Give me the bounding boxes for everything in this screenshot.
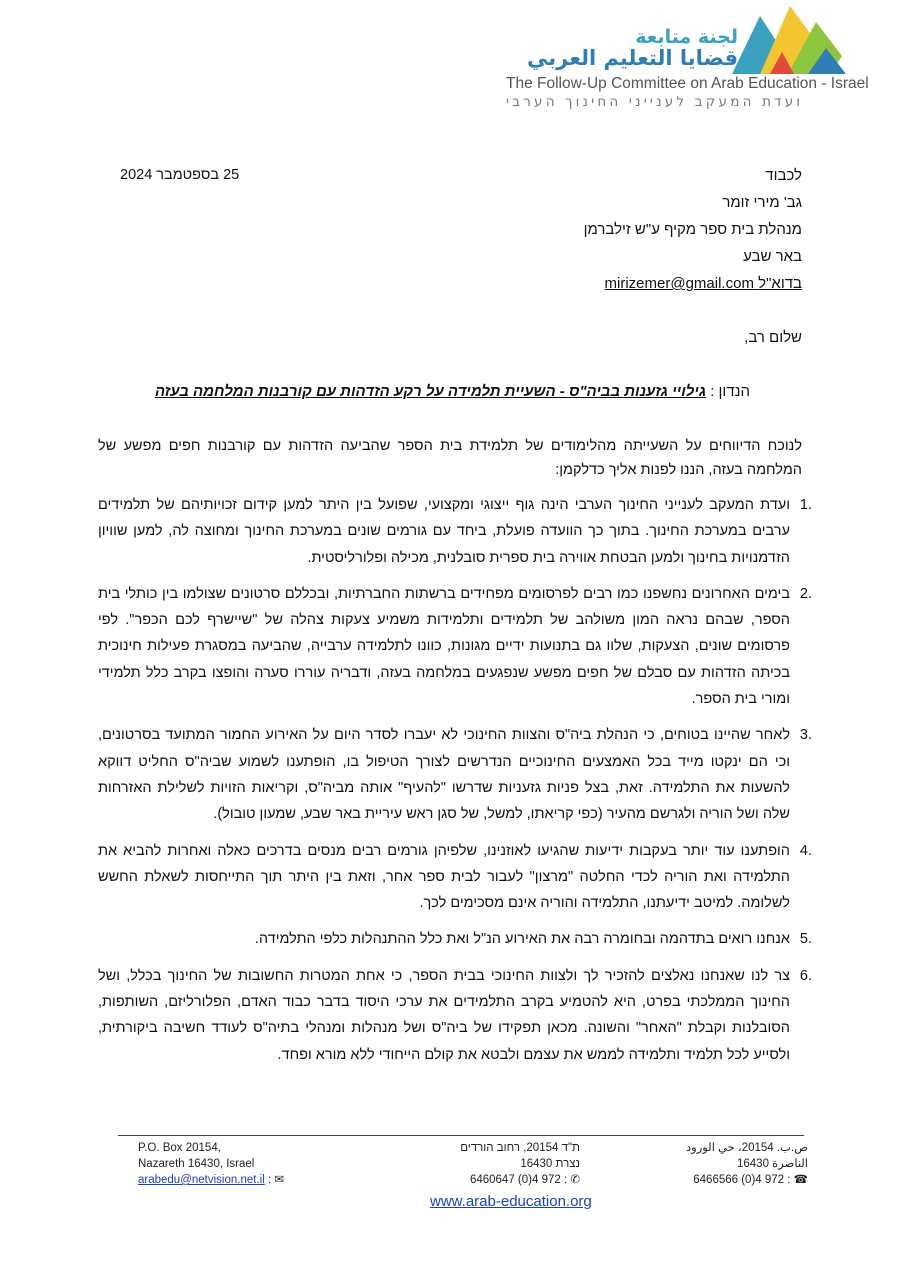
point-number: 6. [799,967,812,984]
subject-label: הנדון : [710,383,750,400]
website-link[interactable]: www.arab-education.org [430,1193,592,1210]
recipient-title: מנהלת בית ספר מקיף ע"ש זילברמן [583,221,802,238]
footer-hebrew-address [455,1140,580,1188]
list-item [98,963,812,1068]
footer-he-po-box: ת"ד 20154, רחוב הורדים [460,1142,580,1154]
email-prefix: בדוא"ל [758,275,802,292]
footer-ar-po-box: ص.ب. 20154، حي الورود [686,1142,808,1154]
footer-city: Nazareth 16430, Israel [138,1158,255,1170]
footer-he-phone-line [455,1172,580,1188]
footer-arabic-address [686,1140,808,1188]
footer-he-phone: 6460647 (0)4 972 : [469,1174,568,1186]
subject-line [155,383,750,400]
recipient-email-line [605,275,802,292]
greeting: שלום רב, [744,329,802,346]
footer-email-line [138,1172,284,1188]
logo-arabic-line1: لجنة متابعة [635,26,738,48]
books-logo-icon [730,4,850,79]
envelope-icon: : ✉ [267,1174,284,1186]
footer-po-box: P.O. Box 20154, [138,1142,221,1154]
subject-text: גילויי גזענות בביה"ס - השעיית תלמידה על רקע הזדהות עם קורבנות המלחמה בעזה [154,383,707,400]
phone-icon: ☎ [793,1174,808,1186]
point-text: בימים האחרונים נחשפנו כמו רבים לפרסומים מפחידים ברשתות החברתיות, ובכללם סרטונים שצולמו בין כותלי בית הספר, שבהם נראה המון משולהב של תלמידים ותלמידות משמיע צעקות צהלה של "שיישרף לכם הכפר". לפי פרסומים שונים, הצעקות, שלוו גם בתנועות ידיים מגונות, כוונו לתלמידה ערבייה, שהביעה במסגרת פעילות חינוכית בכיתה הזדהות עם סבלם של חפים מפשע שנפגעים במלחמה בעזה, ודבריה עוררו סערה והופצו בקרב כלל תלמידי ומורי בית הספר. [98,585,790,708]
footer-he-city: נצרת 16430 [520,1158,580,1170]
point-number: 4. [799,842,812,859]
logo-english-name: The Follow-Up Committee on Arab Education - Israel [506,75,869,92]
logo-hebrew-name: ועדת המעקב לענייני החינוך הערבי [506,94,804,110]
recipient-email[interactable]: mirizemer@gmail.com [604,275,754,292]
footer-english-address [138,1140,284,1188]
point-text: לאחר שהיינו בטוחים, כי הנהלת ביה"ס והצוות החינוכי לא יעברו לסדר היום על האירוע החמור המתועד בסרטונים, וכי הם ינקטו מייד בכל האמצעים החינוכיים הנדרשים לצורך הטיפול בו, הופתענו לשמוע שביה"ס החליט דווקא להשעות את התלמידה. זאת, בצל פניות גזעניות שדרשו "להעיף" אותה מביה"ס, וקריאות הזויות לשלילת האזרחות שלה ושל הוריה ולגרשם מהעיר (כפי קריאתו, למשל, של סגן ראש עיריית באר שבע, שמעון טובול). [98,727,790,823]
point-number: 3. [799,727,812,744]
letter-points [98,492,812,1078]
point-number: 1. [799,497,812,513]
footer-email[interactable]: arabedu@netvision.net.il [138,1174,265,1186]
point-text: ועדת המעקב לענייני החינוך הערבי הינה גוף ייצוגי ומקצועי, שפועל בין היתר למען קידום זכויותיהם של תלמידים ערבים במערכת החינוך. בתוך כך הוועדה פועלת, ביחד עם גורמים שונים במערכת החינוך ומחוצה לה, למען שוויון הזדמנויות בחינוך ולמען הבטחת אווירה בית ספרית סובלנית, מכילה ופלורליסטית. [98,497,790,566]
list-item [98,492,812,571]
point-number: 5. [799,931,812,948]
footer-ar-phone-line [693,1172,808,1188]
intro-paragraph: לנוכח הדיווחים על השעייתה מהלימודים של תלמידת בית הספר שהביעה הזדהות עם קורבנות חפים מפשע של המלחמה בעזה, הננו לפנות אליך כדלקמן: [98,438,802,478]
logo-arabic-line2: قضايا التعليم العربي [527,46,738,70]
list-item [98,838,812,917]
fax-icon: ✆ [570,1174,580,1186]
organization-logo [500,4,869,114]
point-text: אנחנו רואים בתדהמה ובחומרה רבה את האירוע הנ"ל ואת כלל ההתנהלות כלפי התלמידה. [254,931,790,948]
point-text: הופתענו עוד יותר בעקבות ידיעות שהגיעו לאוזנינו, שלפיהן גורמים רבים מנסים בדרכים כאלה ואחרות להביא את התלמידה ואת הוריה לכדי החלטה "מרצון" לעבור לבית ספר אחר, וזאת בין היתר תוך התייחסות לשאלת החשש לשלומה. למיטב ידיעתנו, התלמידה והוריה אינם מסכימים לכך. [98,842,790,912]
point-text: צר לנו שאנחנו נאלצים להזכיר לך ולצוות החינוכי בבית הספר, כי אחת המטרות החשובות של החינוך בכלל, ושל החינוך הממלכתי בפרט, היא להטמיע בקרב התלמידים את ערכי היסוד בדבר כבוד האדם, הפלורליזם, השותפות, הסובלנות וקבלת "האחר" והשונה. מכאן תפקידו של ביה"ס ושל מנהלות ומנהלי בתיה"ס לעודד חשיבה ביקורתית, ולסייע לכל תלמיד ותלמידה לממש את עצמם ולבטא את קולם הייחודי ללא מורא ופחד. [98,967,790,1063]
recipient-salutation: לכבוד [765,167,802,184]
point-number: 2. [799,585,812,602]
footer-ar-city: الناصرة 16430 [737,1158,808,1170]
list-item [98,926,812,952]
recipient-name: גב' מירי זומר [722,194,802,211]
footer-divider [118,1135,804,1136]
list-item [98,581,812,712]
list-item [98,722,812,827]
footer-ar-phone: 6466566 (0)4 972 : [693,1174,791,1186]
recipient-city: באר שבע [743,248,802,265]
letter-date: 25 בספטמבר 2024 [120,167,240,183]
